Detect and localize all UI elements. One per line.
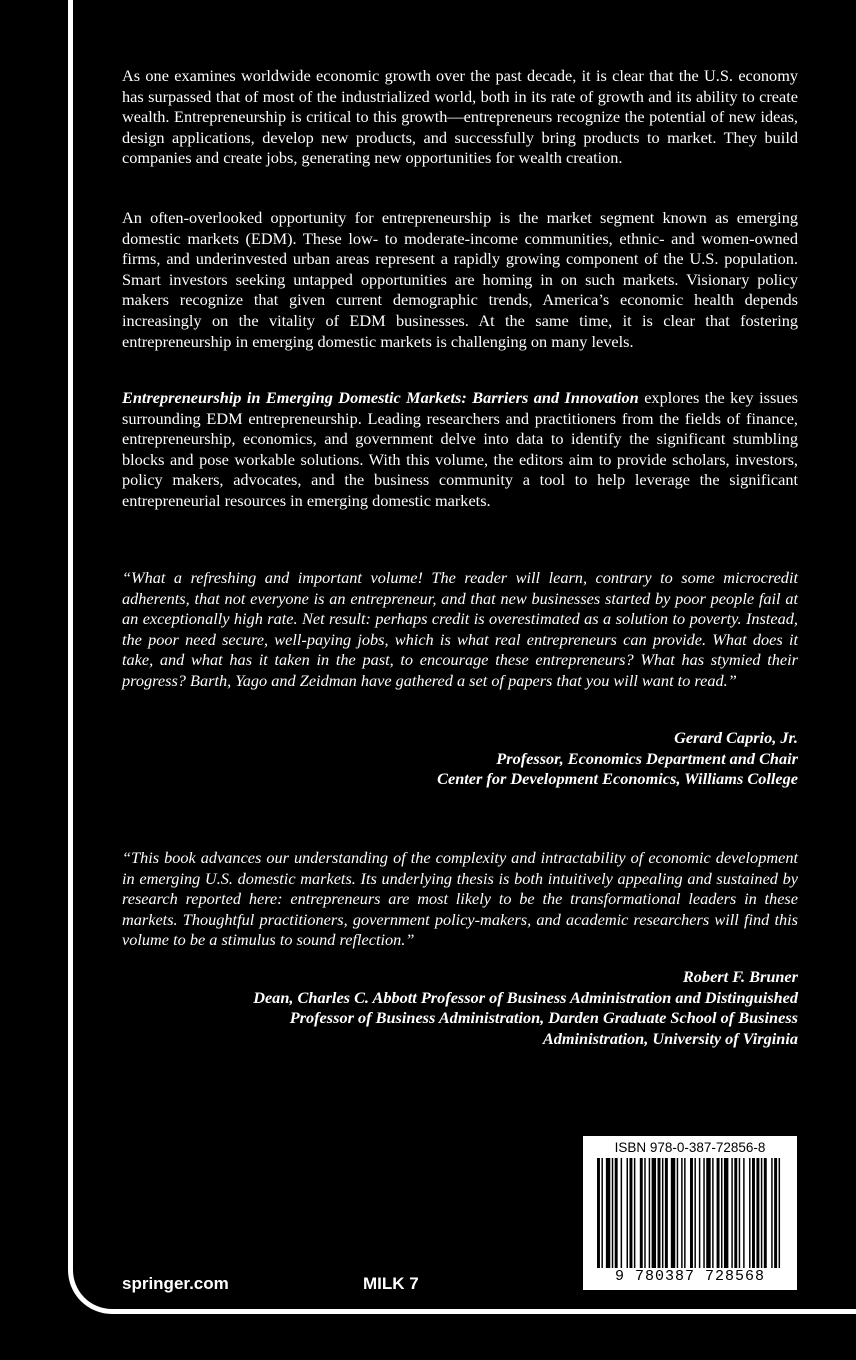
- endorsement-attribution-2: [122, 967, 798, 1049]
- description-paragraph-2: An often-overlooked opportunity for entrepreneurship is the market segment known as emerging domestic markets (EDM). These low- to moderate-income communities, ethnic- and women-owned firms, and underinvested urban areas represent a rapidly growing component of the U.S. population. Smart investors seeking untapped opportunities are homing in on such markets. Visionary policy makers recognize that given current demographic trends, America’s economic health depends increasingly on the vitality of EDM businesses. At the same time, it is clear that fostering entrepreneurship in emerging domestic markets is challenging on many levels.: [122, 208, 798, 351]
- isbn-label: ISBN 978-0-387-72856-8: [614, 1140, 766, 1155]
- description-paragraph-3-text: explores the key issues surrounding EDM entrepreneurship. Leading researchers and practitioners from the fields of finance, entrepreneurship, economics, and government delve into data to identify the significant stumbling blocks and pose workable solutions. With this volume, the editors aim to provide scholars, investors, policy makers, advocates, and the business community a tool to help leverage the significant entrepreneurial resources in emerging domestic markets.: [122, 388, 799, 510]
- book-title: Entrepreneurship in Emerging Domestic Markets: Barriers and Innovation: [122, 388, 639, 407]
- endorser-title-line: Center for Development Economics, Williams College: [437, 769, 798, 789]
- endorser-name: Gerard Caprio, Jr.: [674, 728, 798, 747]
- endorser-name: Robert F. Bruner: [682, 967, 798, 986]
- endorsement-quote-1: “What a refreshing and important volume! The reader will learn, contrary to some microcredit adherents, that not everyone is an entrepreneur, and that new businesses started by poor people fail at an exceptionally high rate. Net result: perhaps credit is overestimated as a solution to poverty. Instead, the poor need secure, well-paying jobs, which is what real entrepreneurs can provide. What does it take, and what has it taken in the past, to encourage these entrepreneurs? What has stymied their progress? Barth, Yago and Zeidman have gathered a set of papers that you will want to read.”: [122, 568, 798, 690]
- endorser-title-line: Professor, Economics Department and Chair: [496, 748, 798, 768]
- description-paragraph-1: As one examines worldwide economic growth over the past decade, it is clear that the U.S. economy has surpassed that of most of the industrialized world, both in its rate of growth and its ability to create wealth. Entrepreneurship is critical to this growth—entrepreneurs recognize the potential of new ideas, design applications, develop new products, and successfully bring products to market. They build companies and create jobs, generating new opportunities for wealth creation.: [122, 66, 798, 168]
- endorser-title-line: Dean, Charles C. Abbott Professor of Business Administration and Distinguished: [253, 987, 798, 1007]
- endorsement-quote-2: “This book advances our understanding of the complexity and intractability of economic development in emerging U.S. domestic markets. Its underlying thesis is both intuitively appealing and sustained by research reported here: entrepreneurs are most likely to be the transformational leaders in these markets. Thoughtful practitioners, government policy-makers, and academic researchers will find this volume to be a stimulus to sound reflection.”: [122, 848, 798, 950]
- publisher-website: springer.com: [122, 1274, 229, 1293]
- isbn-barcode: [583, 1136, 797, 1290]
- endorser-title-line: Administration, University of Virginia: [542, 1028, 798, 1048]
- barcode-bars-graphic: [597, 1158, 783, 1268]
- product-code: MILK 7: [363, 1274, 419, 1293]
- endorsement-attribution-1: [122, 728, 798, 790]
- description-paragraph-3: [122, 388, 798, 512]
- endorser-title-line: Professor of Business Administration, Darden Graduate School of Business: [289, 1008, 798, 1028]
- barcode-digits: 9 780387 728568: [614, 1268, 766, 1285]
